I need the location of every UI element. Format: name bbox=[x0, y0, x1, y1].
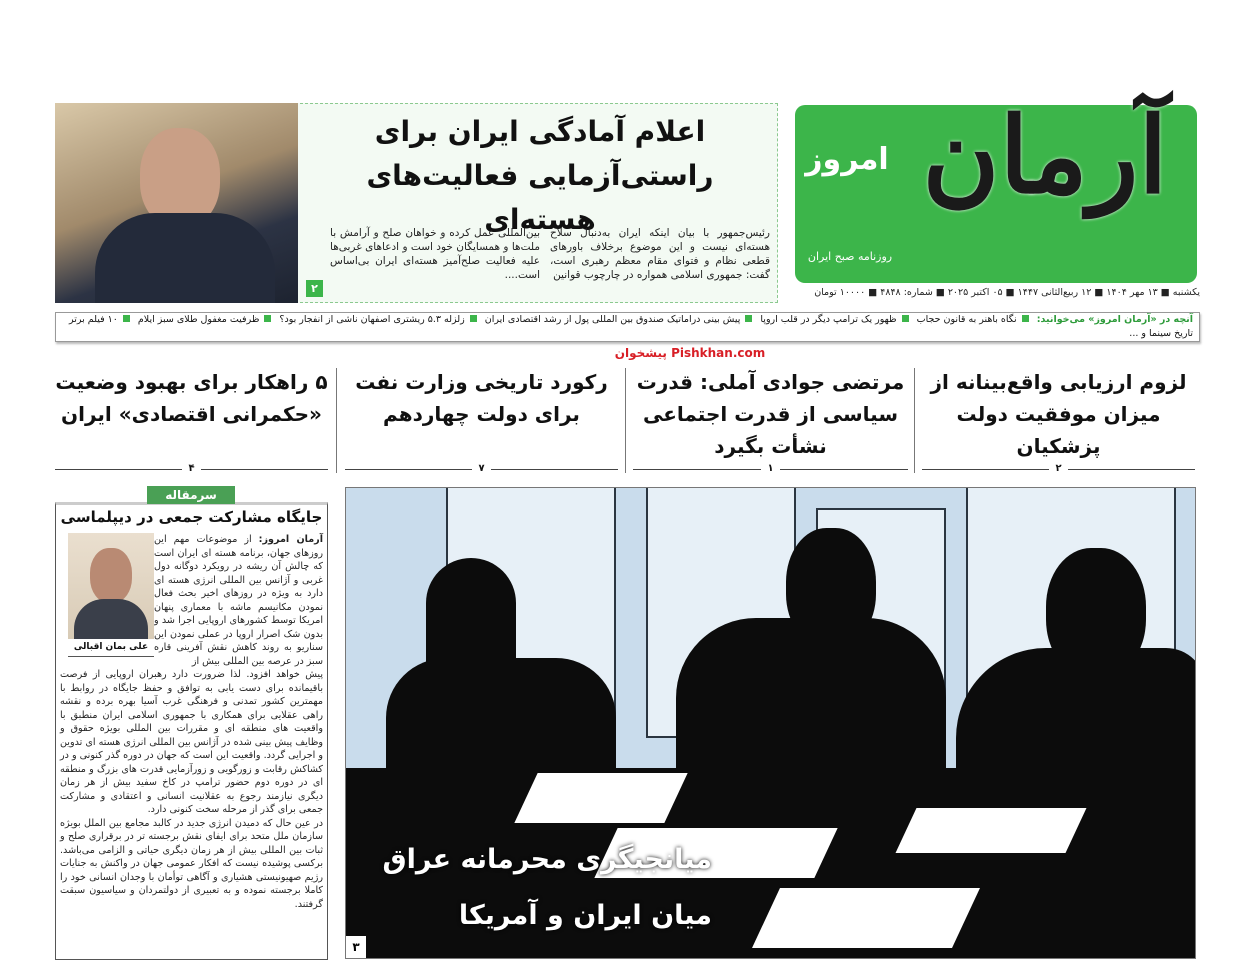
page-ref: ۲ bbox=[1049, 463, 1067, 474]
headline-3[interactable] bbox=[345, 366, 618, 476]
column-divider bbox=[914, 368, 915, 473]
headline-title: رکورد تاریخی وزارت نفت برای دولت چهاردهم bbox=[355, 370, 608, 426]
editorial-title[interactable]: جایگاه مشارکت جمعی در دیپلماسی bbox=[60, 508, 323, 526]
author-photo bbox=[68, 533, 154, 639]
newspaper-logo-subtitle: امروز bbox=[805, 142, 889, 177]
page-ref: ۴ bbox=[182, 463, 200, 474]
author-figure bbox=[66, 533, 154, 657]
headline-1[interactable] bbox=[922, 366, 1195, 476]
ticker-lead: آنچه در «آرمان امروز» می‌خوانید: bbox=[1036, 314, 1193, 325]
issue-dateline: یکشنبه ■ ۱۳ مهر ۱۴۰۴ ■ ۱۲ ربیع‌الثانی ۱۴۴۷ ■ ۰۵ اکتبر ۲۰۲۵ ■ شماره: ۴۸۴۸ ■ ۱۰۰۰۰ تومان bbox=[814, 287, 1200, 298]
column-divider bbox=[625, 368, 626, 473]
headline-4[interactable] bbox=[55, 366, 328, 476]
ticker-item[interactable]: ظهور یک ترامپ دیگر در قلب اروپا bbox=[760, 314, 897, 325]
top-story-text-col1: رئیس‌جمهور با بیان اینکه ایران به‌دنبال سلاح هسته‌ای نیست و این موضوع برخلاف باورهای قطعی نظام و فتوای مقام معظم رهبری است، گفت: جمهوری اسلامی همواره در چارچوب قوانین bbox=[550, 227, 770, 281]
pishkhan-watermark: پیشخوان Pishkhan.com bbox=[614, 346, 766, 360]
newspaper-logo: آرمان bbox=[922, 93, 1168, 217]
page-ref: ۷ bbox=[472, 463, 490, 474]
top-story-text-col2: بین‌المللی عمل کرده و خواهان صلح و آرامش با ملت‌ها و همسایگان خود است و ادعاهای غربی‌ها علیه فعالیت صلح‌آمیز هسته‌ای ایران بی‌اساس است.... bbox=[330, 227, 540, 281]
page-number-badge: ۲ bbox=[306, 280, 323, 297]
top-story-photo bbox=[55, 103, 298, 303]
editorial-paragraph: در عین حال که دمیدن انرژی جدید در کالبد مجامع بین الملل بویژه سازمان ملل متحد برای ایفای نقش برجسته تر در برقراری صلح و ثبات بین المللی بیش از هر زمان دیگری حیاتی و الزامی می‌باشد. برکسی پوشیده نیست که افکار عمومی جهان در واکنش به جنایات رژیم صهیونیستی هشیاری و آگاهی توأمان با وجدان انسانی خود را کاملا برجسته نموده و به تعبیری از دولتمردان و سیاسیون سبقت گرفتند. bbox=[60, 817, 323, 910]
page-ref: ۱ bbox=[761, 463, 779, 474]
headline-title: مرتضی جوادی آملی: قدرت سیاسی از قدرت اجتماعی نشأت بگیرد bbox=[636, 370, 905, 458]
page-number-badge: ۳ bbox=[346, 936, 366, 958]
editorial-tag: سرمقاله bbox=[147, 486, 235, 504]
caption-line: میانجیگری محرمانه عراق bbox=[382, 844, 712, 875]
author-name: علی بمان اقبالی bbox=[68, 639, 154, 657]
editorial-text: از موضوعات مهم این روزهای جهان، برنامه هسته ای ایران است که چالش آن ریشه در رویکرد دوگانه دول غربی و آژانس بین المللی انرژی هسته ای دارد به ویژه در روزهای اخیر بحث فعال نمودن مکانیسم ماشه با معماری پنهان امریکا توسط کشورهای اروپایی اجرا شد و بدون شک اصرار اروپا در عملی نمودن این سناریو به روند کاهش نقش آفرینی قاره سبز در عرصه بین المللی بیش از bbox=[154, 534, 323, 667]
newspaper-tagline: روزنامه صبح ایران bbox=[807, 250, 893, 263]
feature-caption[interactable] bbox=[372, 832, 712, 944]
editorial-lead: آرمان امروز: bbox=[258, 534, 323, 545]
editorial-content bbox=[60, 508, 323, 911]
contents-ticker bbox=[55, 312, 1200, 342]
caption-line: میان ایران و آمریکا bbox=[458, 900, 712, 931]
ticker-item[interactable]: ظرفیت مغفول طلای سبز ایلام bbox=[137, 314, 260, 325]
editorial-paragraph: پیش خواهد افزود. لذا ضرورت دارد رهبران اروپایی از فرصت باقیمانده برای دست یابی به توافق و حفظ جایگاه در روابط با مهمترین کشور تمدنی و فرهنگی غرب آسیا بهره برده و نقشه راهی عقلایی برای همکاری با جمهوری اسلامی ایران منطبق با واقعیت های منطقه ای و مقررات بین المللی بویژه حقوق و وظایف پیش بینی شده در آژانس بین المللی انرژی هسته ای تدوین و اجرایی گردد. واقعیت این است که جهان در دوره گذر کنونی و در کشاکش رقابت و زورگویی و زورآزمایی قدرت های بزرگ و منطقه ای در دوره دوم حضور ترامپ در کاخ سفید بیش از هر زمان دیگری نیازمند رجوع به عقلانیت انسانی و اعتقادی و مشارکت جمعی برای گذر از مرحله سخت کنونی دارد. bbox=[60, 669, 323, 815]
headline-title: لزوم ارزیابی واقع‌بینانه از میزان موفقیت دولت پزشکیان bbox=[930, 370, 1187, 458]
ticker-item[interactable]: نگاه باهنر به قانون حجاب bbox=[916, 314, 1017, 325]
column-divider bbox=[336, 368, 337, 473]
ticker-item[interactable]: ۱۰ فیلم برتر تاریخ سینما و ... bbox=[68, 314, 1193, 339]
ticker-item[interactable]: زلزله ۵.۳ ریشتری اصفهان ناشی از انفجار بود؟ bbox=[279, 314, 465, 325]
top-story-headline[interactable]: اعلام آمادگی ایران برای راستی‌آزمایی فعالیت‌های هسته‌ای bbox=[366, 115, 714, 236]
ticker-item[interactable]: پیش بینی دراماتیک صندوق بین المللی پول از رشد اقتصادی ایران bbox=[484, 314, 741, 325]
headline-title: ۵ راهکار برای بهبود وضعیت «حکمرانی اقتصادی» ایران bbox=[55, 370, 328, 426]
headline-2[interactable] bbox=[633, 366, 908, 476]
